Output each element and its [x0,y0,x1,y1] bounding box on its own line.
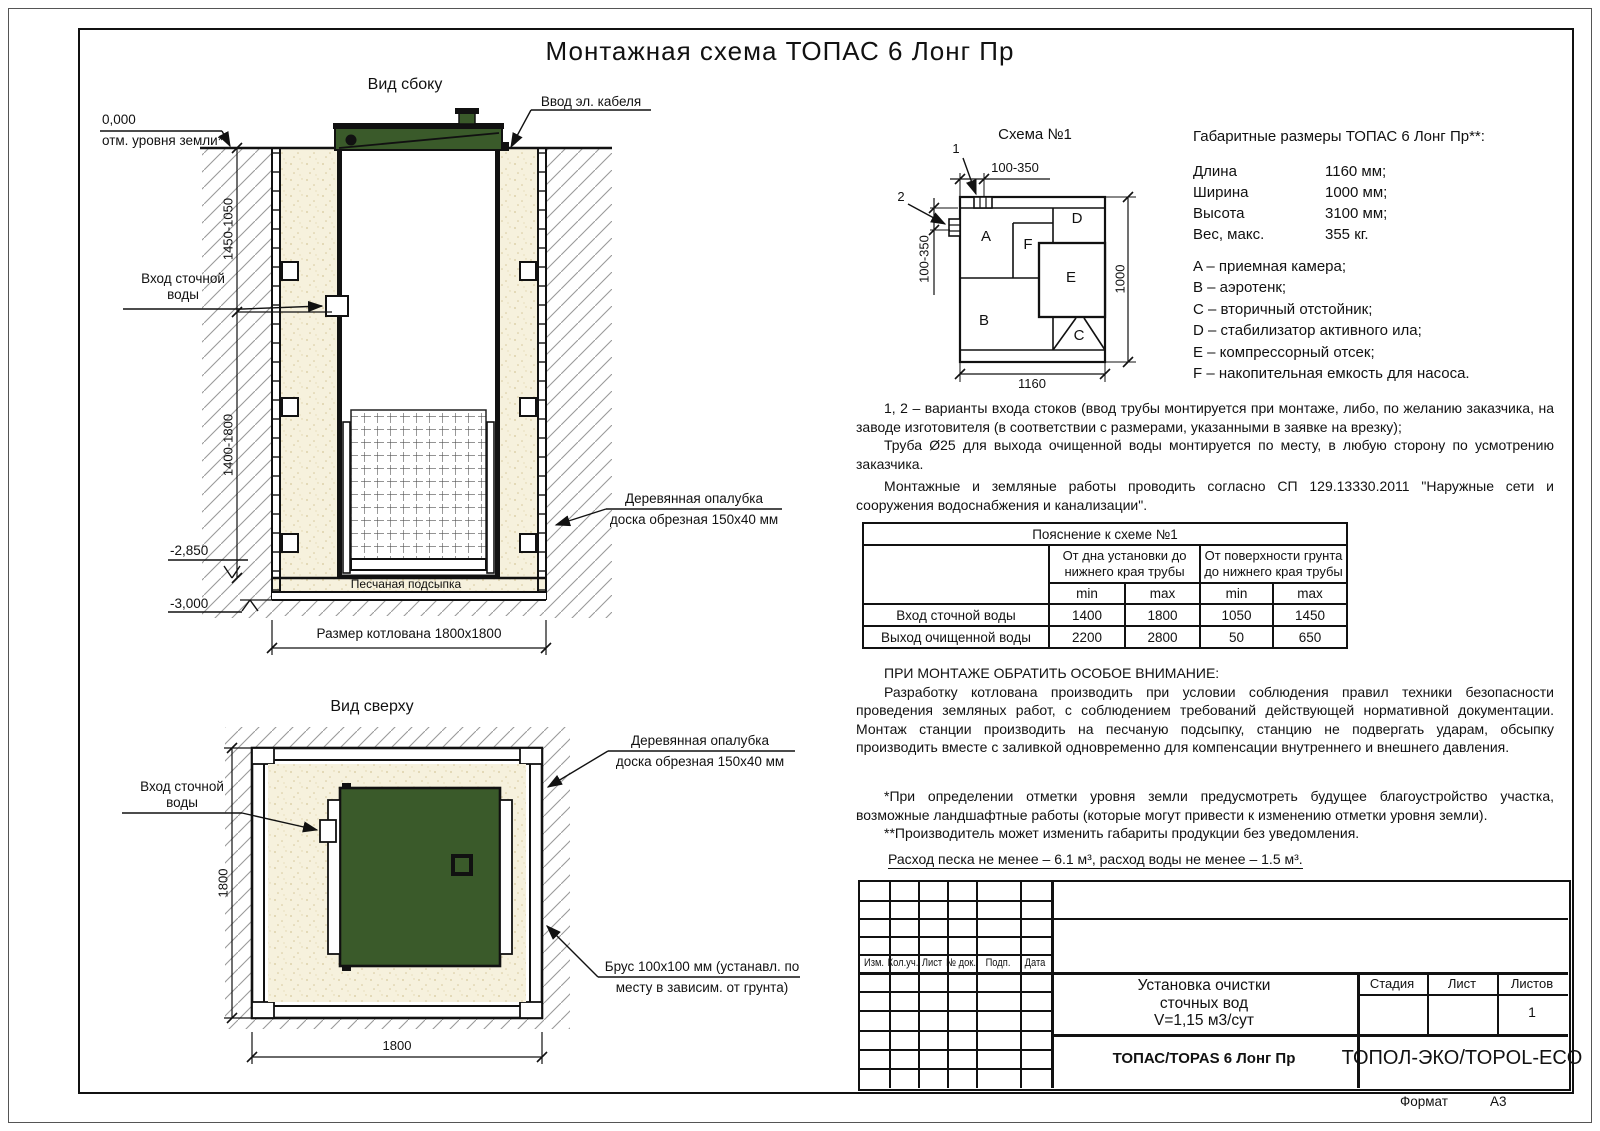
schema-explanation-table [862,522,1348,649]
beam-label-1: Брус 100х100 мм (устанавл. по [604,959,800,974]
legend-item: D – стабилизатор активного ила; [1193,322,1422,340]
side-view-drawing [100,108,782,655]
tb-sheet: Лист [1447,976,1477,991]
attention-heading: ПРИ МОНТАЖЕ ОБРАТИТЬ ОСОБОЕ ВНИМАНИЕ: [884,665,1220,681]
tb-col-koluch: Кол.уч. [887,957,919,969]
spec-label-length: Длина [1193,163,1237,180]
spec-label-height: Высота [1193,205,1245,222]
spec-label-weight: Вес, макс. [1193,226,1265,243]
dim-upper-depth: 1450-1050 [220,197,236,261]
legend-item: A – приемная камера; [1193,258,1347,275]
formwork-label-side-2: доска обрезная 150х40 мм [609,512,779,527]
tank-wall-left [337,150,342,576]
inlet-variant2 [949,219,960,236]
dim-lower-depth: 1400-1800 [220,413,236,477]
tb-company: ТОПОЛ-ЭКО/TOPOL-ECO [1341,1047,1583,1069]
formwork-label-top-2: доска обрезная 150х40 мм [615,754,785,769]
tank-top [340,788,500,966]
table-min2: min [1200,583,1273,604]
schema-dim-right: 1000 [1112,264,1128,294]
inlet-marker-2: 2 [897,189,905,204]
zero-level-mark: 0,000 [102,112,136,127]
spec-value-length: 1160 мм; [1325,163,1387,180]
table-max2: max [1273,583,1347,604]
compartment-A: A [980,228,992,245]
table-empty-header [863,545,1049,604]
table-title: Пояснение к схеме №1 [863,523,1347,545]
beam-label-2: месту в зависим. от грунта) [615,980,789,995]
footnotes: *При определении отметки уровня земли предусмотреть будущее благоустройство участка, возможные ландшафтные работы (которые могут привести к изменению отметки уровня земли). **Производитель может изменить габариты продукции без уведомления. [856,788,1554,842]
tb-col-ndok: № док. [946,957,976,969]
page-title: Монтажная схема ТОПАС 6 Лонг Пр [545,36,1015,66]
tank-wall-right [495,150,500,576]
tb-doc-name-3: V=1,15 м3/сут [1153,1012,1255,1029]
inlet-label-side: Вход сточной воды [141,271,225,302]
inlet-marker-1: 1 [952,141,960,156]
schema-dim-bottom: 1160 [1018,376,1046,391]
soil-hatch-right [546,148,612,618]
top-view-title: Вид сверху [330,698,414,715]
tank-lid [333,108,504,150]
table-group2: От поверхности грунта до нижнего края трубы [1200,545,1347,583]
side-view-title: Вид сбоку [367,76,443,93]
inlet-pipe-top [320,820,336,842]
compartment-C: C [1073,327,1085,344]
table-min1: min [1049,583,1125,604]
tb-sheets-value: 1 [1528,1004,1536,1020]
spec-value-weight: 355 кг. [1325,226,1369,243]
sand-bedding-label: Песчаная подсыпка [350,577,462,591]
legend-item: B – аэротенк; [1193,279,1287,297]
format-value: А3 [1490,1094,1507,1109]
compartment-D: D [1071,210,1083,227]
cable-entry-point [501,142,509,151]
formwork-label-side-1: Деревянная опалубка [624,491,764,506]
schema-title: Схема №1 [998,126,1072,143]
dim-top-view-left: 1800 [215,868,231,898]
spec-value-height: 3100 мм; [1325,205,1388,222]
inlet-label-top: Вход сточной воды [140,779,224,810]
sand-backfill-right [500,148,538,578]
tb-doc-name-2: сточных вод [1159,995,1249,1012]
pit-size-label: Размер котлована 1800х1800 [316,626,502,641]
soil-hatch-bottom [262,600,546,616]
attention-note [856,664,1554,757]
legend-item: E – компрессорный отсек; [1193,343,1375,361]
level-2850: -2,850 [170,543,209,558]
ground-level-label: отм. уровня земли* [102,133,223,148]
compartment-B: B [978,312,990,329]
level-3000: -3,000 [170,596,209,611]
spec-label-width: Ширина [1193,184,1249,201]
tb-doc-name-1: Установка очистки [1137,977,1271,994]
compartment-E: E [1065,269,1077,286]
specs-heading: Габаритные размеры ТОПАС 6 Лонг Пр**: [1193,128,1485,145]
tb-stage: Стадия [1369,976,1415,991]
consumption-note: Расход песка не менее – 6.1 м³, расход воды не менее – 1.5 м³. [888,851,1303,867]
formwork-label-top-1: Деревянная опалубка [630,733,770,748]
legend-item: F – накопительная емкость для насоса. [1193,365,1470,383]
table-group1: От дна установки до нижнего края трубы [1049,545,1200,583]
note-sp-standard: Монтажные и земляные работы проводить согласно СП 129.13330.2011 "Наружные сети и сооружения водоснабжения и канализации". [856,478,1554,513]
cable-entry-label: Ввод эл. кабеля [540,94,642,109]
sand-backfill-left [280,148,337,578]
title-block [858,880,1583,1091]
schema1-drawing [908,158,1136,382]
attention-body: Разработку котлована производить при условии соблюдения правил техники безопасности проведения земляных работ, с соблюдением требований действующей нормативной документации. Монтаж станции производить на песчаную подсыпку, станцию не подвергать ударам, обсыпку производить вместе с заливкой одновременно для компенсации внутреннего и внешнего давления. [856,683,1554,756]
inlet-variant1 [974,197,992,208]
legend-item: C – вторичный отстойник; [1193,300,1373,318]
tb-col-list: Лист [921,957,943,969]
compartment-F: F [1023,236,1033,253]
lid-vent [459,113,475,124]
tank-inner-sand-grid [351,410,486,561]
format-label: Формат [1400,1094,1448,1109]
note-inlet-variants: 1, 2 – варианты входа стоков (ввод трубы монтируется при монтаже, либо, по желанию заказчика, на заводе изготовителя (в соответствии с размерами, указанными в заявке на врезку); Труба Ø25 для выхода очищенной воды монтируется по месту, в любую сторону по усмотрению заказчика. [856,400,1554,472]
schema-dim-left: 100-350 [916,235,932,283]
tb-col-podp: Подп. [985,957,1011,969]
inlet-pipe-side [326,296,348,316]
tb-col-izm: Изм. [863,957,885,969]
tb-sheets: Листов [1510,976,1554,991]
table-max1: max [1125,583,1200,604]
tb-product: ТОПАС/TOPAS 6 Лонг Пр [1112,1050,1296,1067]
spec-value-width: 1000 мм; [1325,184,1388,201]
dim-top-view-bottom: 1800 [382,1038,412,1053]
schema-dim-top: 100-350 [991,160,1039,175]
table-row: Выход очищенной воды 2200 2800 50 650 [863,626,1347,648]
tb-col-data: Дата [1024,957,1046,969]
compartment-legend [1193,256,1470,384]
table-row: Вход сточной воды 1400 1800 1050 1450 [863,604,1347,626]
